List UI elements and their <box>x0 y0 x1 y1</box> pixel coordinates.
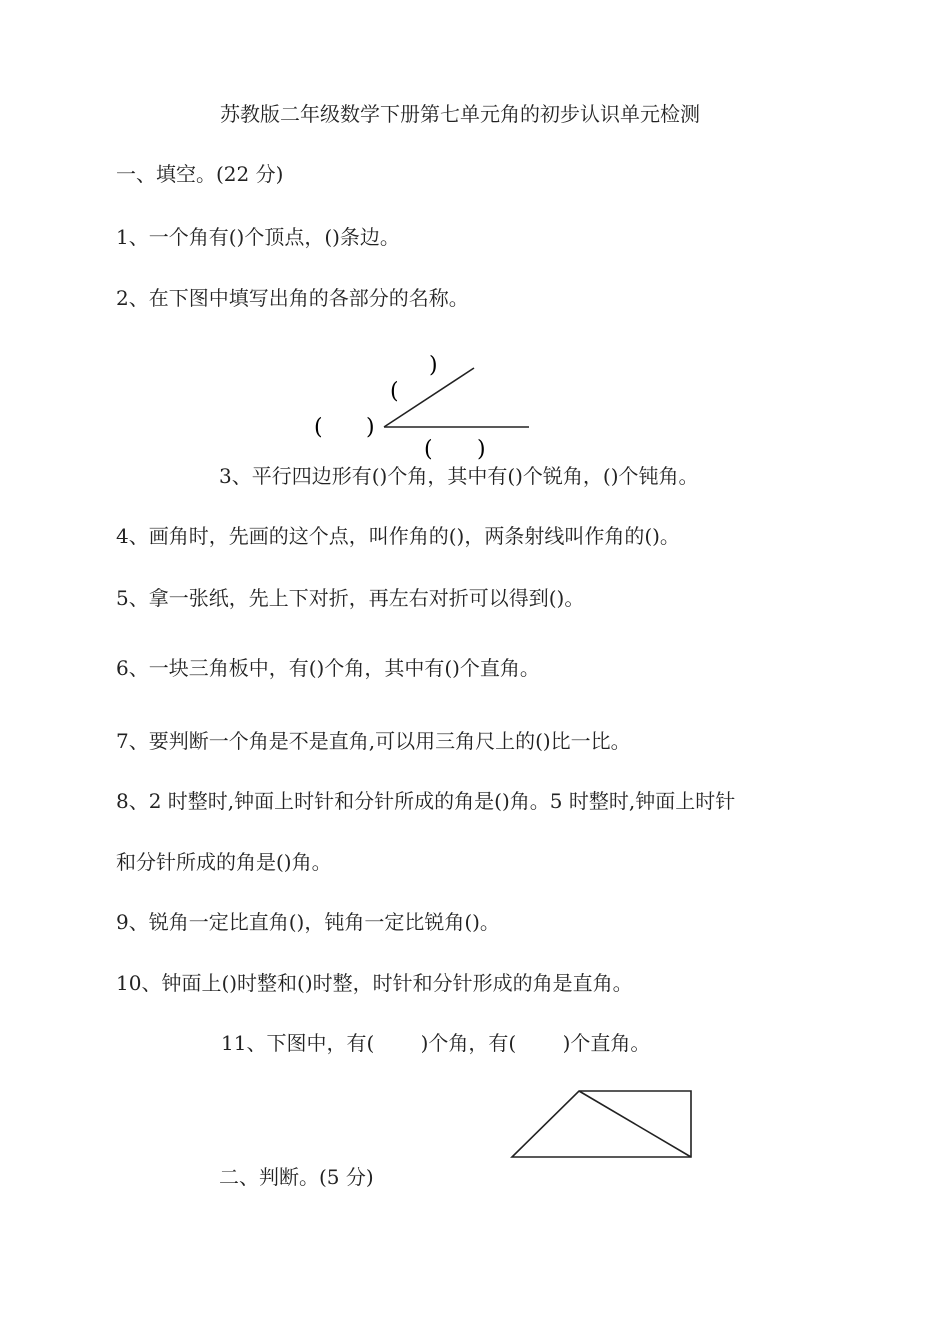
section-1-heading: 一、填空。(22 分) <box>116 162 284 186</box>
question-7: 7、要判断一个角是不是直角,可以用三角尺上的()比一比。 <box>116 729 631 753</box>
question-4: 4、画角时，先画的这个点，叫作角的()，两条射线叫作角的()。 <box>116 524 680 548</box>
question-5: 5、拿一张纸，先上下对折，再左右对折可以得到()。 <box>116 586 585 610</box>
question-8-line-2: 和分针所成的角是()角。 <box>116 850 332 874</box>
trapezoid-diagonal <box>579 1091 691 1157</box>
question-6: 6、一块三角板中，有()个角，其中有()个直角。 <box>116 656 540 680</box>
question-8-line-1: 8、2 时整时,钟面上时针和分针所成的角是()角。5 时整时,钟面上时针 <box>116 789 736 813</box>
angle-parts-figure <box>300 350 540 465</box>
trapezoid-figure <box>505 1084 700 1164</box>
blank-paren-open: ( <box>390 379 399 404</box>
trapezoid-outline <box>512 1091 691 1157</box>
page-title: 苏教版二年级数学下册第七单元角的初步认识单元检测 <box>220 102 700 126</box>
blank-paren-open: ( <box>314 415 323 440</box>
blank-paren-close: ) <box>477 437 486 462</box>
question-3: 3、平行四边形有()个角，其中有()个锐角，()个钝角。 <box>219 464 699 488</box>
question-10: 10、钟面上()时整和()时整，时针和分针形成的角是直角。 <box>116 971 633 995</box>
question-1: 1、一个角有()个顶点，()条边。 <box>116 225 400 249</box>
question-9: 9、锐角一定比直角()，钝角一定比锐角()。 <box>116 910 500 934</box>
blank-paren-close: ) <box>429 353 438 378</box>
blank-paren-close: ) <box>366 415 375 440</box>
section-2-heading: 二、判断。(5 分) <box>219 1165 374 1189</box>
blank-paren-open: ( <box>424 437 433 462</box>
question-2: 2、在下图中填写出角的各部分的名称。 <box>116 286 469 310</box>
question-11: 11、下图中，有( )个角，有( )个直角。 <box>221 1031 651 1055</box>
